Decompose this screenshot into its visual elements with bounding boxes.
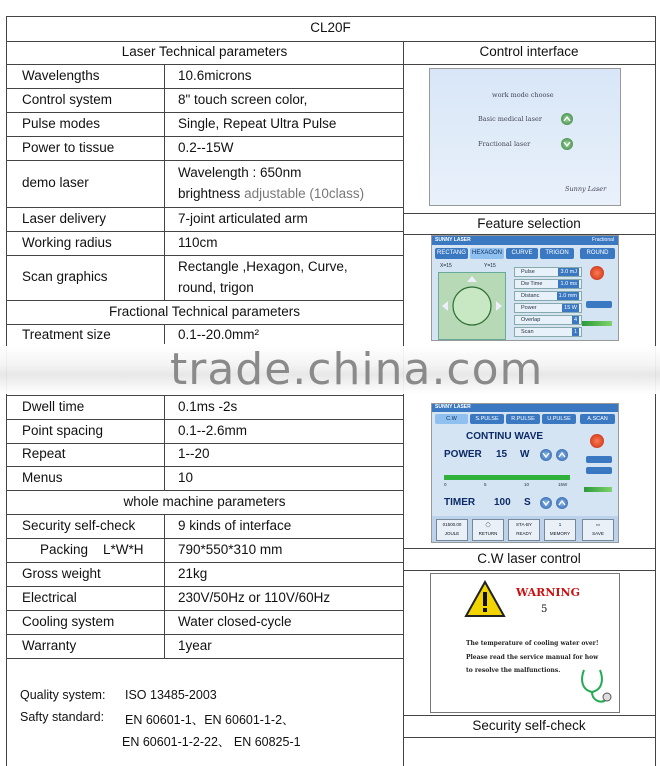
param-label: Gross weight: [22, 566, 101, 581]
side-button[interactable]: [586, 456, 612, 463]
param-distance[interactable]: Distanc 1.0 mm: [514, 291, 582, 301]
param-label: Dwell time: [22, 399, 85, 414]
scale-0: 0: [444, 482, 447, 487]
tab-upulse[interactable]: U.PULSE: [542, 414, 576, 424]
tab-trigon[interactable]: TRIGON: [540, 248, 574, 259]
timer-down-button[interactable]: [540, 497, 552, 509]
param-label: Pulse modes: [22, 116, 101, 131]
param-value-line2: [178, 184, 364, 204]
param-value: 790*550*310 mm: [178, 542, 283, 557]
option-fractional-button[interactable]: [561, 138, 573, 150]
timer-up-button[interactable]: [556, 497, 568, 509]
tab-round[interactable]: ROUND: [580, 248, 615, 259]
side-button[interactable]: [586, 301, 612, 308]
emission-indicator: [590, 266, 604, 280]
param-overlap[interactable]: Overlap 4: [514, 315, 582, 325]
param-value: 10: [178, 470, 194, 485]
param-pulse[interactable]: Pulse 3.0 mJ: [514, 267, 582, 277]
warning-screen: [430, 573, 620, 713]
document-title: CL20F: [310, 20, 351, 35]
param-value: Single, Repeat Ultra Pulse: [178, 116, 337, 131]
tab-curve[interactable]: CURVE: [506, 248, 538, 259]
tab-rpulse[interactable]: R.PULSE: [506, 414, 540, 424]
brand-label: Sunny Laser: [565, 185, 607, 193]
option-basic-button[interactable]: [561, 113, 573, 125]
chevron-up-icon: [558, 451, 566, 459]
screen-heading: work mode choose: [492, 91, 554, 99]
param-label: demo laser: [22, 175, 89, 190]
control-section-header: Control interface: [479, 44, 579, 59]
param-value: 1year: [178, 638, 212, 653]
param-label: Scan graphics: [22, 269, 108, 284]
param-dwell[interactable]: Dw Time 1.0 ms: [514, 279, 582, 289]
param-label: Point spacing: [22, 423, 104, 438]
option-basic-label: Basic medical laser: [478, 115, 542, 123]
param-value: 1--20: [178, 446, 210, 461]
chevron-down-icon: [542, 499, 550, 507]
tab-hexagon[interactable]: HEXAGON: [470, 248, 504, 259]
option-fractional-label: Fractional laser: [478, 140, 531, 148]
caption-security: Security self-check: [472, 718, 586, 733]
param-label: Security self-check: [22, 518, 136, 533]
return-button[interactable]: ◯ RETURN: [472, 519, 504, 541]
chevron-down-icon: [542, 451, 550, 459]
scale-15: 15W: [558, 482, 568, 487]
param-value: 0.1--20.0mm²: [178, 327, 260, 342]
fractional-control-screen: [431, 235, 619, 341]
power-value: 15: [496, 449, 508, 460]
laser-section-header: Laser Technical parameters: [121, 44, 288, 59]
power-bar: [444, 475, 570, 480]
param-label: Electrical: [22, 590, 77, 605]
warning-line-2: Please read the service manual for how: [466, 654, 599, 661]
tab-rectang[interactable]: RECTANG: [435, 248, 468, 259]
tab-spulse[interactable]: S.PULSE: [470, 414, 504, 424]
power-unit: W: [520, 449, 530, 460]
timer-unit: S: [524, 497, 531, 508]
warning-line-1: The temperature of cooling water over!: [466, 640, 599, 647]
warning-triangle-icon: [464, 580, 506, 618]
param-value: 230V/50Hz or 110V/60Hz: [178, 590, 331, 605]
ready-button[interactable]: STA-BY READY: [508, 519, 540, 541]
param-value: 0.2--15W: [178, 140, 234, 155]
brand-label: SUNNY LASER: [435, 237, 471, 243]
cw-control-screen: [431, 403, 619, 543]
param-label: Control system: [22, 92, 113, 107]
param-value: 110cm: [178, 235, 218, 250]
mode-label: Fractional: [592, 237, 614, 243]
chevron-up-icon: [563, 115, 571, 123]
param-value: 10.6microns: [178, 68, 252, 83]
y-readout: Y=15: [484, 263, 496, 269]
safety-value-2: EN 60601-1-2-22、 EN 60825-1: [122, 735, 301, 749]
chevron-up-icon: [558, 499, 566, 507]
joule-button[interactable]: 01500.00 JOULE: [436, 519, 468, 541]
tab-ascan[interactable]: A.SCAN: [580, 414, 615, 424]
caption-cw: C.W laser control: [477, 551, 581, 566]
param-label: Menus: [22, 470, 63, 485]
level-bar: [584, 487, 612, 492]
scale-10: 10: [524, 482, 530, 487]
brand-label: SUNNY LASER: [435, 404, 471, 410]
param-value: 7-joint articulated arm: [178, 211, 308, 226]
power-down-button[interactable]: [540, 449, 552, 461]
param-value: 0.1--2.6mm: [178, 423, 248, 438]
tab-cw[interactable]: C.W: [435, 414, 468, 424]
param-scan[interactable]: Scan 1: [514, 327, 582, 337]
param-label: Laser delivery: [22, 211, 107, 226]
power-up-button[interactable]: [556, 449, 568, 461]
param-value: 9 kinds of interface: [178, 518, 292, 533]
timer-value: 100: [494, 497, 511, 508]
emission-indicator: [590, 434, 604, 448]
param-label: Treatment size: [22, 327, 111, 342]
warning-code: 5: [541, 604, 548, 615]
warning-title: WARNING: [516, 586, 580, 599]
param-value: Rectangle ,Hexagon, Curve,: [178, 259, 348, 274]
param-value: 21kg: [178, 566, 208, 581]
watermark: trade.china.com: [170, 344, 544, 395]
level-bar: [582, 321, 612, 326]
param-value-line2: round, trigon: [178, 280, 254, 295]
memory-button[interactable]: 1 MEMORY: [544, 519, 576, 541]
save-button[interactable]: ▭ SAVE: [582, 519, 614, 541]
quality-label: Quality system:: [20, 688, 106, 702]
param-power[interactable]: Power 15 W: [514, 303, 582, 313]
caption-feature: Feature selection: [477, 216, 581, 231]
param-label: Cooling system: [22, 614, 115, 629]
stethoscope-icon: [578, 666, 614, 710]
param-value: Water closed-cycle: [178, 614, 292, 629]
scan-area[interactable]: [438, 272, 506, 340]
param-value: 8" touch screen color,: [178, 92, 308, 107]
warning-line-3: to resolve the malfunctions.: [466, 667, 561, 674]
brightness-value: adjustable (10class): [244, 186, 365, 201]
param-label: Working radius: [22, 235, 112, 250]
param-label: Packing L*W*H: [40, 542, 144, 557]
hexagon-pattern-icon: [439, 273, 505, 339]
param-label: Repeat: [22, 446, 66, 461]
safety-label: Safty standard:: [20, 710, 105, 724]
param-label: Wavelengths: [22, 68, 100, 83]
brightness-label: brightness: [178, 186, 241, 201]
param-label: Power to tissue: [22, 140, 115, 155]
fractional-section-header: Fractional Technical parameters: [108, 304, 301, 319]
side-button[interactable]: [586, 467, 612, 474]
mode-title: CONTINU WAVE: [466, 431, 544, 442]
x-readout: X=15: [440, 263, 452, 269]
scale-5: 5: [484, 482, 487, 487]
param-value: 0.1ms -2s: [178, 399, 238, 414]
power-label: POWER: [444, 449, 482, 460]
chevron-down-icon: [563, 140, 571, 148]
safety-value-1: EN 60601-1、EN 60601-1-2、: [125, 713, 295, 727]
quality-value: ISO 13485-2003: [125, 688, 217, 702]
param-label: Warranty: [22, 638, 77, 653]
timer-label: TIMER: [444, 497, 476, 508]
whole-section-header: whole machine parameters: [123, 494, 286, 509]
param-value: Wavelength : 650nm: [178, 165, 302, 180]
mode-choose-screen: [429, 68, 621, 206]
